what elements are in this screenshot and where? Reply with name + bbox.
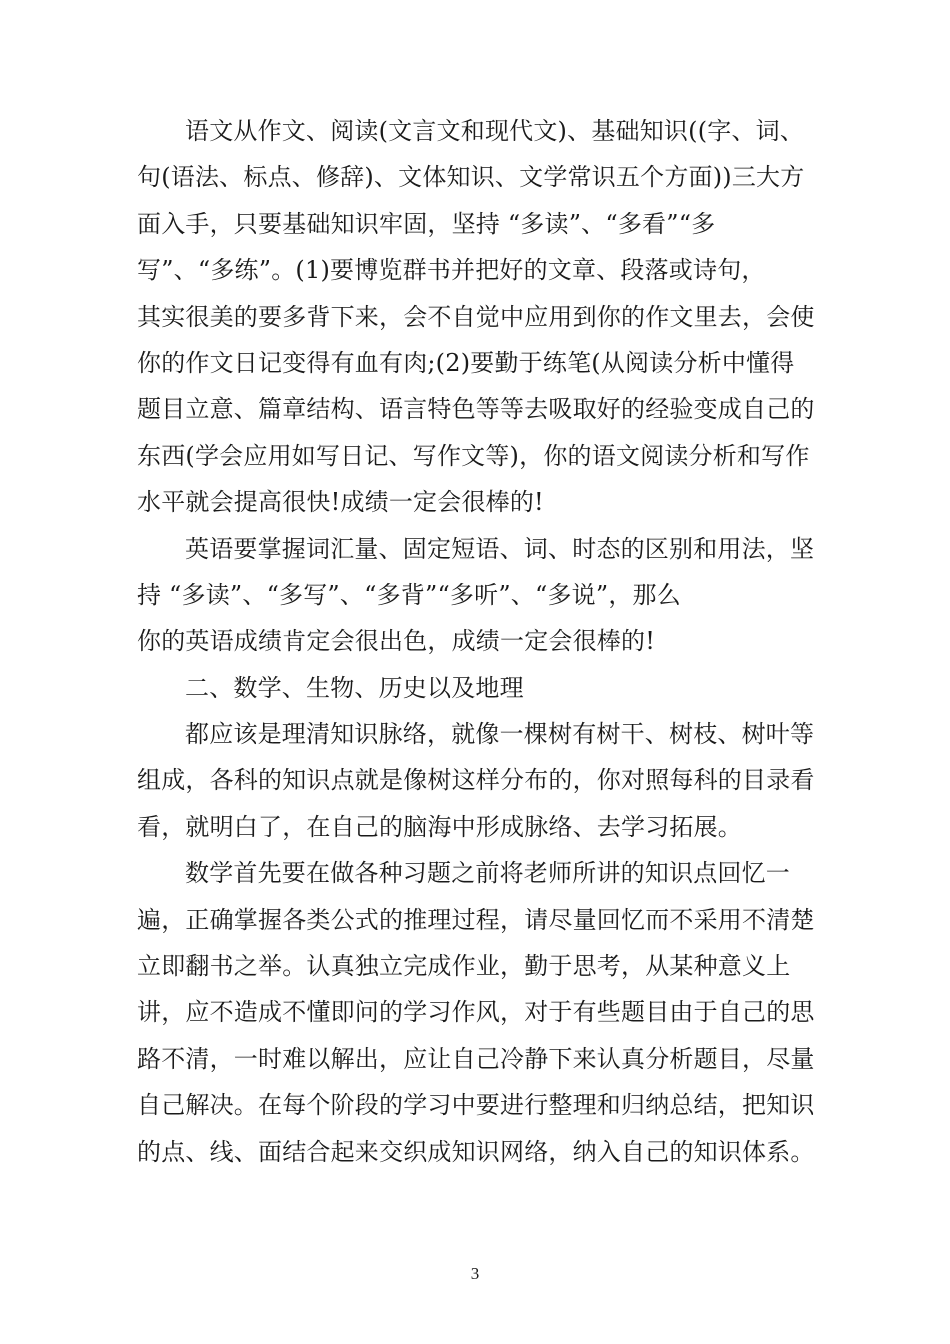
text-line: 题目立意、篇章结构、语言特色等等去吸取好的经验变成自己的 bbox=[137, 395, 815, 424]
text-line: 水平就会提高很快!成绩一定会很棒的! bbox=[137, 488, 544, 517]
section-heading: 二、数学、生物、历史以及地理 bbox=[185, 673, 524, 702]
text-line: 讲，应不造成不懂即问的学习作风，对于有些题目由于自己的思 bbox=[137, 998, 815, 1027]
text-line: 英语要掌握词汇量、固定短语、词、时态的区别和用法，坚 bbox=[185, 534, 815, 563]
text-line: 数学首先要在做各种习题之前将老师所讲的知识点回忆一 bbox=[185, 859, 790, 888]
text-line: 都应该是理清知识脉络，就像一棵树有树干、树枝、树叶等 bbox=[185, 720, 815, 749]
text-line: 其实很美的要多背下来，会不自觉中应用到你的作文里去，会使 bbox=[137, 302, 815, 331]
text-line: 写”、“多练”。(1)要博览群书并把好的文章、段落或诗句， bbox=[137, 256, 766, 285]
text-line: 的点、线、面结合起来交织成知识网络，纳入自己的知识体系。 bbox=[137, 1137, 815, 1166]
text-line: 东西(学会应用如写日记、写作文等)，你的语文阅读分析和写作 bbox=[137, 441, 810, 470]
text-line: 句(语法、标点、修辞)、文体知识、文学常识五个方面))三大方 bbox=[137, 163, 805, 192]
text-line: 语文从作文、阅读(文言文和现代文)、基础知识((字、词、 bbox=[185, 117, 805, 145]
text-line: 持 “多读”、“多写”、“多背”“多听”、“多说”，那么 bbox=[137, 580, 681, 609]
text-line: 组成，各科的知识点就是像树这样分布的，你对照每科的目录看 bbox=[137, 766, 815, 795]
text-line: 你的英语成绩肯定会很出色，成绩一定会很棒的! bbox=[137, 627, 656, 656]
text-line: 遍，正确掌握各类公式的推理过程，请尽量回忆而不采用不清楚 bbox=[137, 905, 815, 934]
text-line: 自己解决。在每个阶段的学习中要进行整理和归纳总结，把知识 bbox=[137, 1091, 815, 1120]
document-body bbox=[137, 108, 813, 1175]
text-line: 路不清，一时难以解出，应让自己冷静下来认真分析题目，尽量 bbox=[137, 1044, 815, 1073]
text-line: 看，就明白了，在自己的脑海中形成脉络、去学习拓展。 bbox=[137, 812, 742, 841]
page-number: 3 bbox=[470, 1264, 480, 1283]
text-line: 立即翻书之举。认真独立完成作业，勤于思考，从某种意义上 bbox=[137, 952, 791, 981]
text-line: 面入手，只要基础知识牢固，坚持 “多读”、“多看”“多 bbox=[137, 209, 716, 238]
text-line: 你的作文日记变得有血有肉;(2)要勤于练笔(从阅读分析中懂得 bbox=[137, 348, 795, 377]
